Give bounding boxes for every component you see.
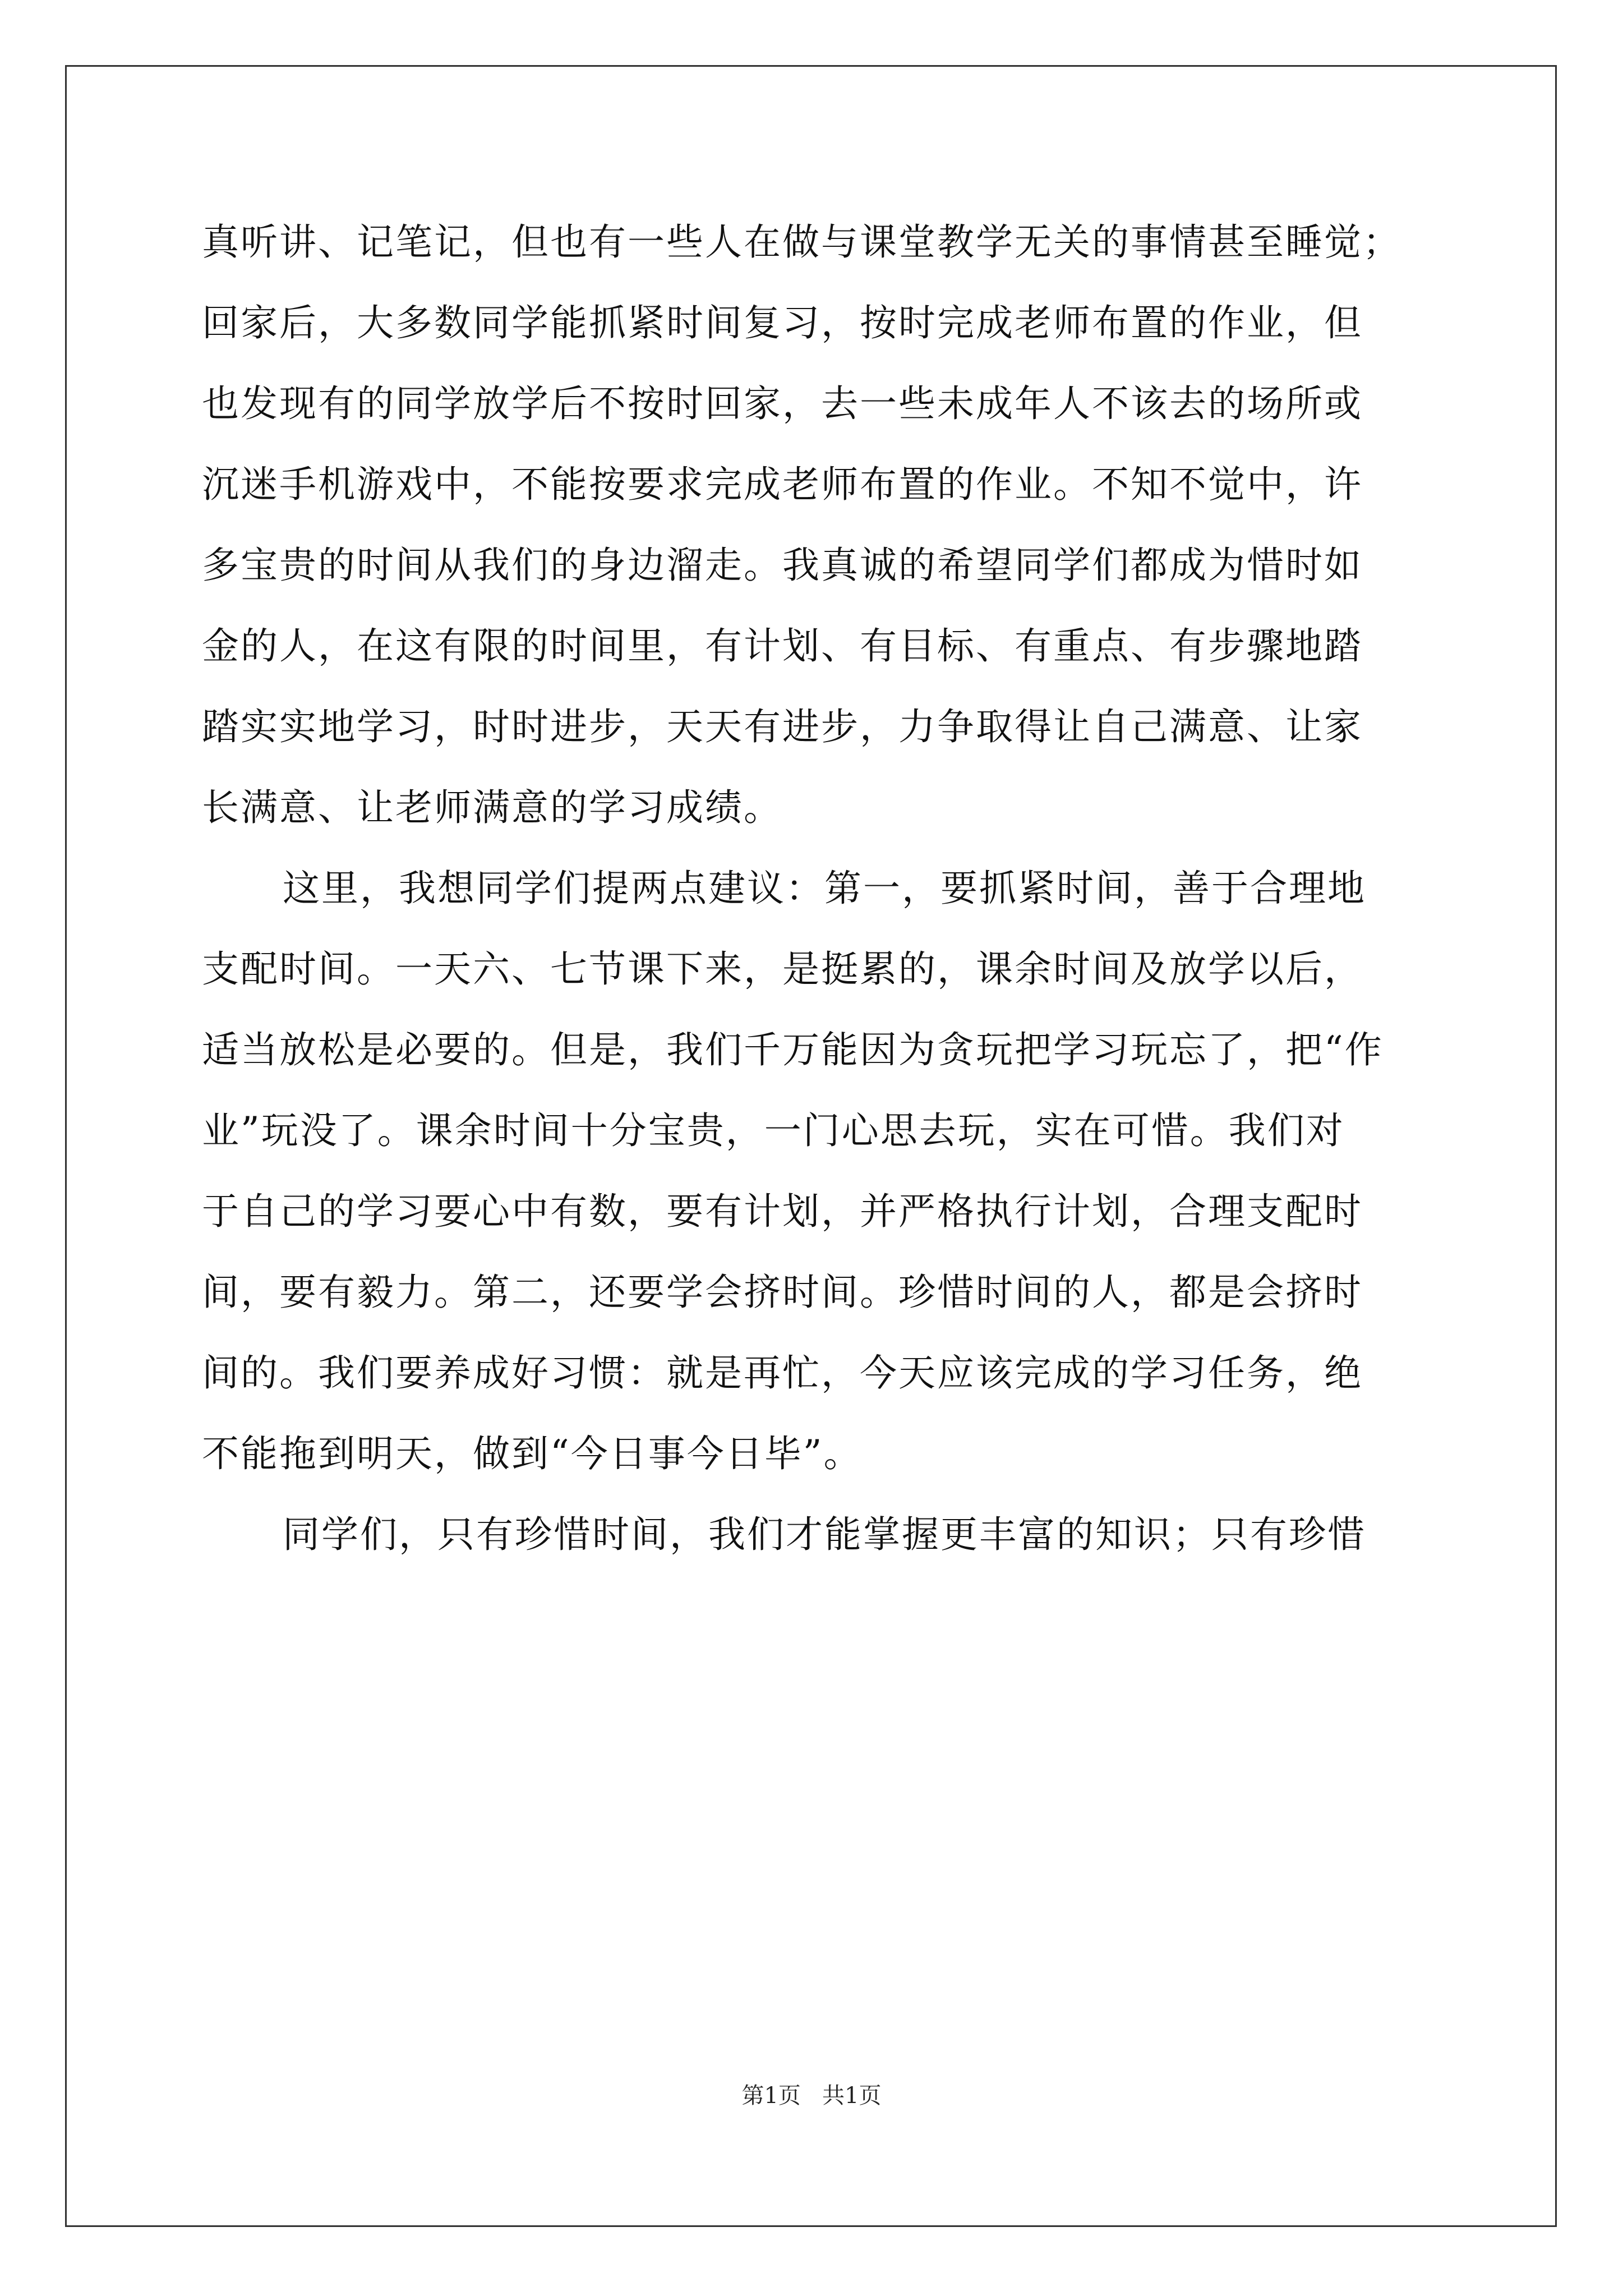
text-line: 这里，我想同学们提两点建议：第一，要抓紧时间，善于合理地 [283,867,1366,910]
text-line: 适当放松是必要的。但是，我们千万能因为贪玩把学习玩忘了，把“作 [202,1028,1384,1071]
text-line: 长满意、让老师满意的学习成绩。 [202,786,782,829]
text-line: 沉迷手机游戏中，不能按要求完成老师布置的作业。不知不觉中，许 [202,463,1363,506]
text-line: 间，要有毅力。第二，还要学会挤时间。珍惜时间的人，都是会挤时 [202,1271,1363,1314]
text-line: 也发现有的同学放学后不按时回家，去一些未成年人不该去的场所或 [202,382,1363,425]
text-line: 不能拖到明天，做到“今日事今日毕”。 [202,1432,863,1475]
document-body [202,202,1436,1575]
text-line: 真听讲、记笔记，但也有一些人在做与课堂教学无关的事情甚至睡觉； [202,220,1401,264]
text-line: 金的人，在这有限的时间里，有计划、有目标、有重点、有步骤地踏 [202,624,1363,668]
paragraph-2 [202,848,1436,1494]
text-line: 业”玩没了。课余时间十分宝贵，一门心思去玩，实在可惜。我们对 [202,1109,1345,1152]
paragraph-3 [202,1494,1436,1575]
text-line: 于自己的学习要心中有数，要有计划，并严格执行计划，合理支配时 [202,1190,1363,1233]
text-line: 同学们，只有珍惜时间，我们才能掌握更丰富的知识；只有珍惜 [283,1513,1366,1556]
text-line: 支配时间。一天六、七节课下来，是挺累的，课余时间及放学以后， [202,947,1363,991]
page-number-footer: 第1页 共1页 [741,2083,882,2109]
text-line: 间的。我们要养成好习惯：就是再忙，今天应该完成的学习任务，绝 [202,1351,1363,1395]
text-line: 多宝贵的时间从我们的身边溜走。我真诚的希望同学们都成为惜时如 [202,544,1363,587]
text-line: 回家后，大多数同学能抓紧时间复习，按时完成老师布置的作业，但 [202,301,1363,344]
text-line: 踏实实地学习，时时进步，天天有进步，力争取得让自己满意、让家 [202,705,1363,748]
paragraph-1 [202,202,1436,848]
